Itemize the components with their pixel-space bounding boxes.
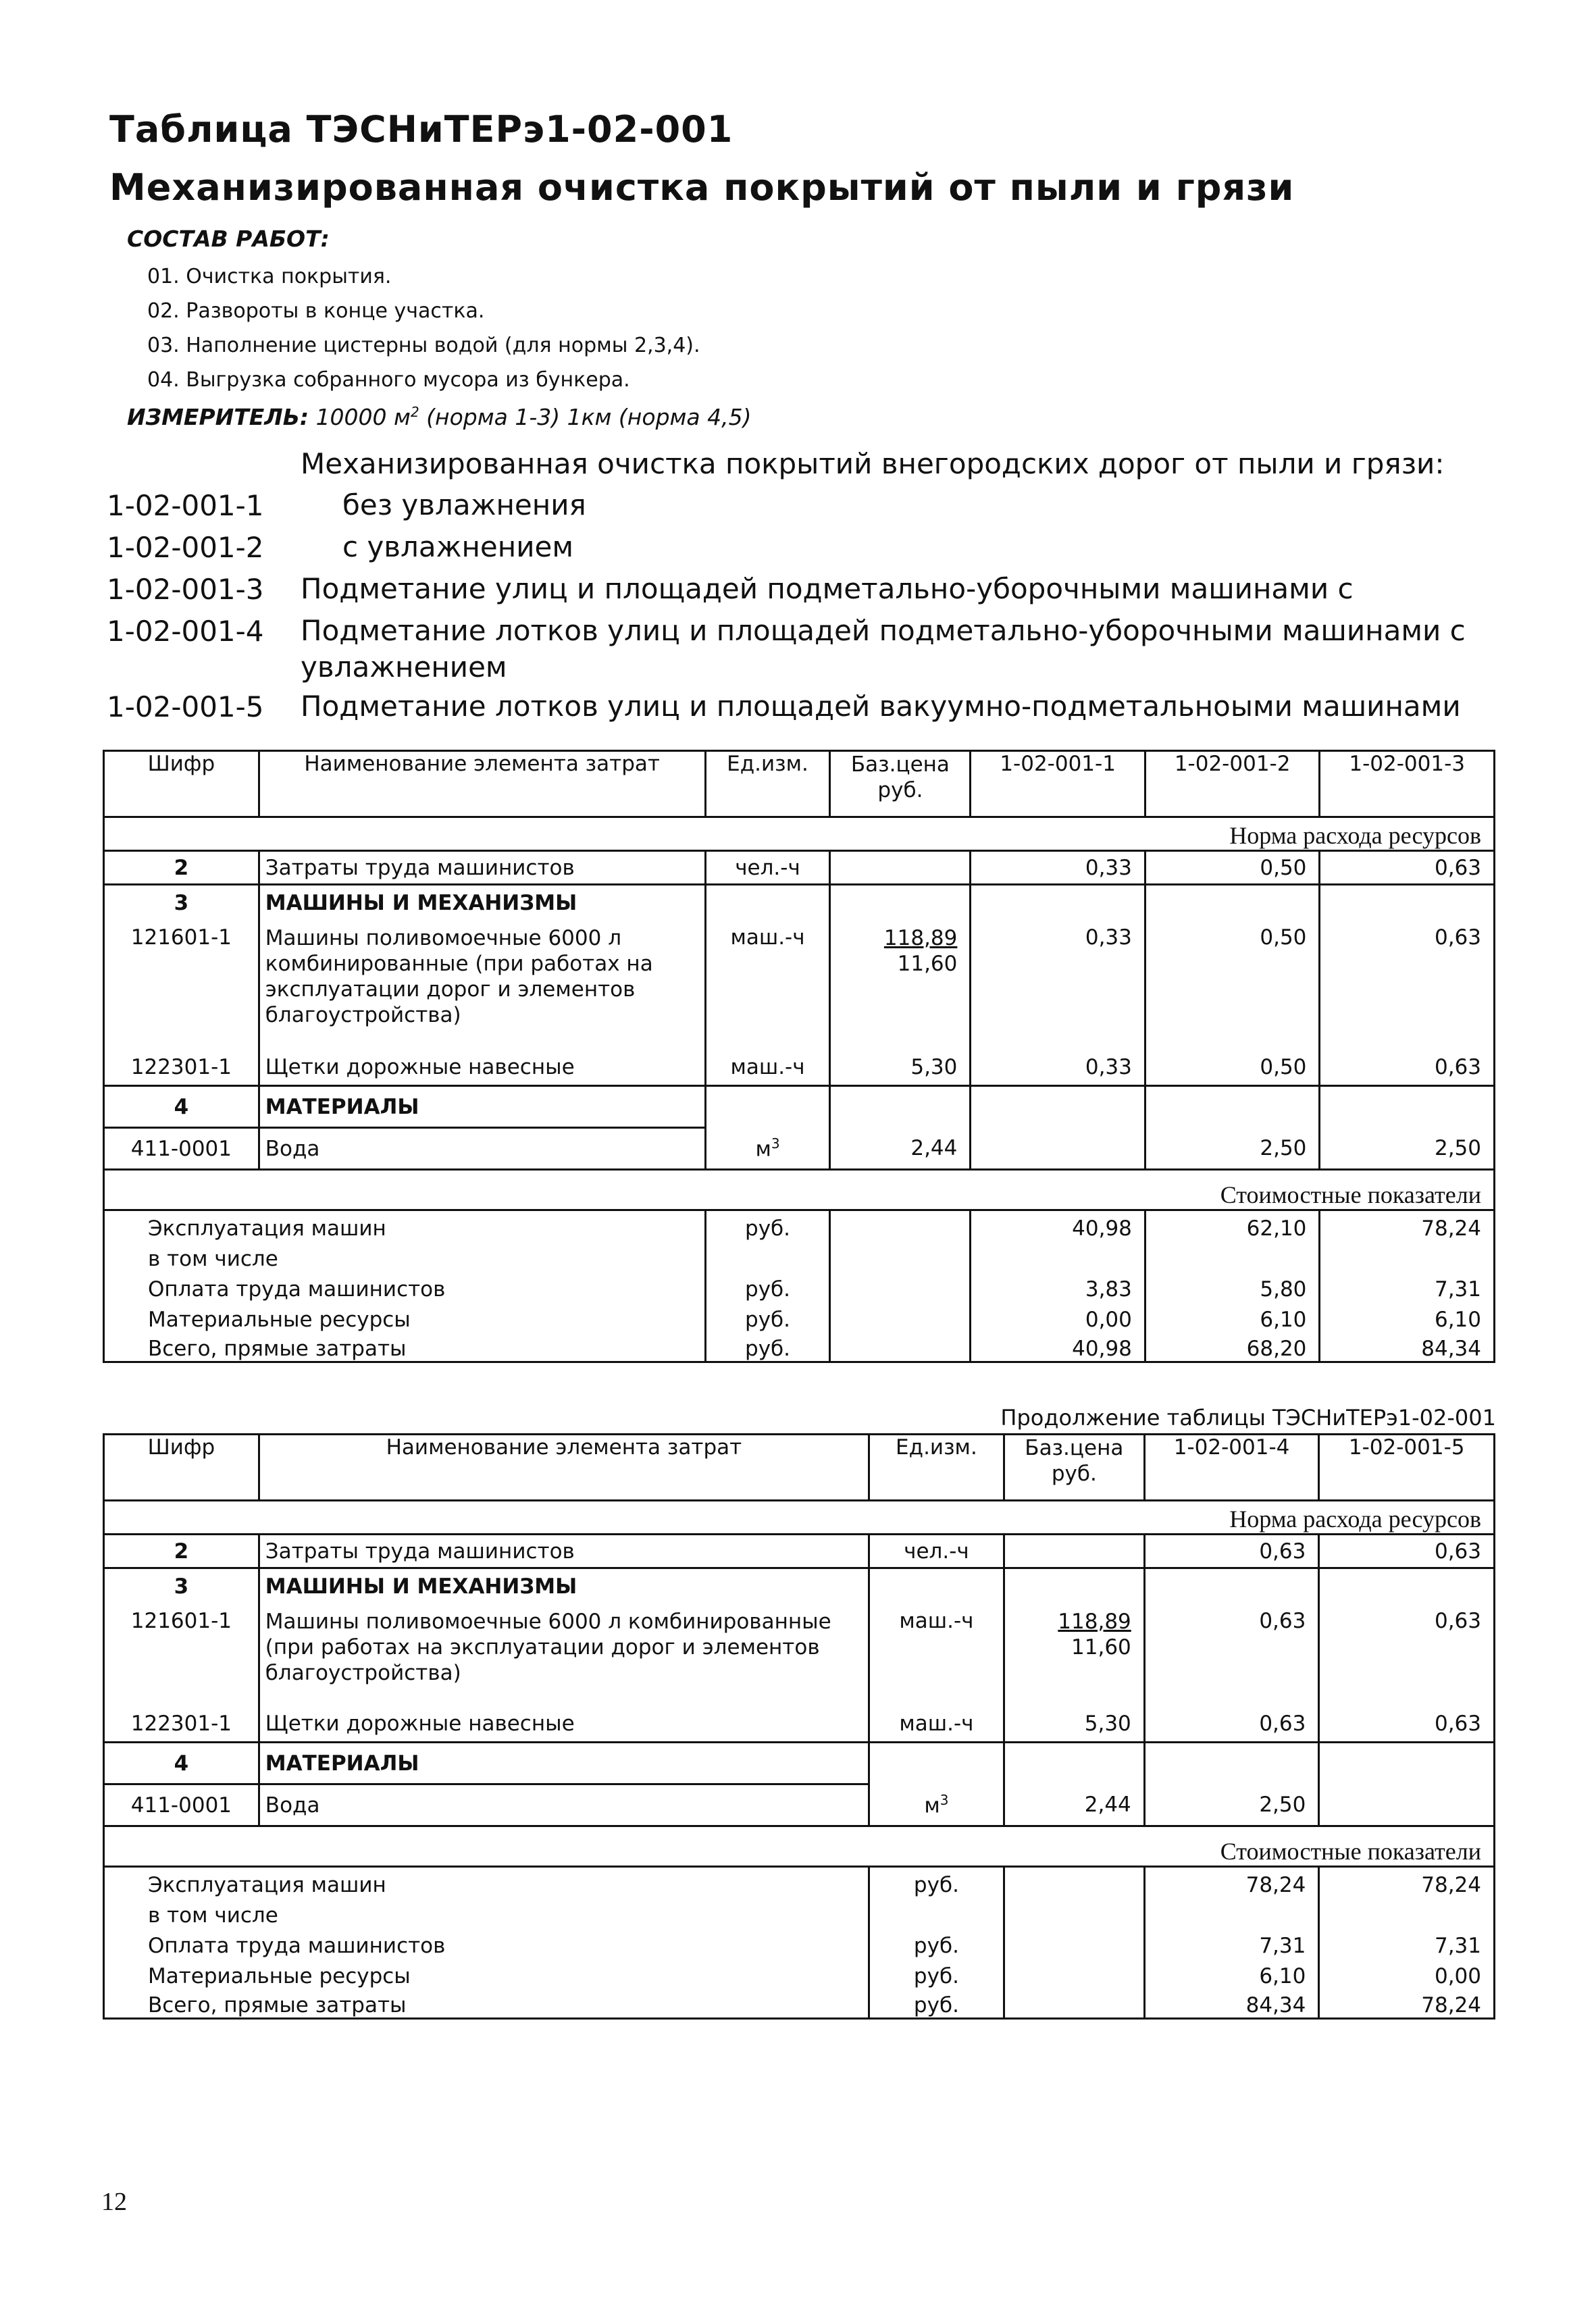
norm-code: 1-02-001-4 <box>107 615 264 648</box>
cost-value <box>971 1241 1145 1271</box>
cost-price <box>830 1271 971 1302</box>
row-price <box>1004 1743 1144 1784</box>
cost-label: в том числе <box>104 1897 869 1928</box>
cost-unit: руб. <box>705 1302 830 1332</box>
row-code: 121601-1 <box>104 921 259 1050</box>
cost-label: Материальные ресурсы <box>104 1958 869 1988</box>
row-value <box>1145 885 1320 921</box>
cost-label: Эксплуатация машин <box>104 1210 706 1241</box>
row-value: 0,50 <box>1145 1050 1320 1086</box>
row-value <box>1320 885 1495 921</box>
norm-desc: без увлажнения <box>342 488 586 521</box>
cost-price <box>1004 1928 1144 1958</box>
cost-row <box>104 1958 1495 1988</box>
header-shifr: Шифр <box>104 751 259 817</box>
cost-price <box>1004 1988 1144 2019</box>
operation-item: 03. Наполнение цистерны водой (для нормы 2,3,4). <box>147 334 700 357</box>
section-stoim: Стоимостные показатели <box>104 1826 1495 1867</box>
cost-price <box>1004 1897 1144 1928</box>
header-unit: Ед.изм. <box>705 751 830 817</box>
row-code: 3 <box>104 885 259 921</box>
row-value: 0,33 <box>971 851 1145 885</box>
cost-label: Оплата труда машинистов <box>104 1271 706 1302</box>
header-name: Наименование элемента затрат <box>259 751 705 817</box>
cost-label: Всего, прямые затраты <box>104 1332 706 1362</box>
price-top: 118,89 <box>883 925 958 950</box>
table-subtitle: Механизированная очистка покрытий от пыли и грязи <box>109 166 1295 209</box>
cost-value <box>1145 1241 1320 1271</box>
cost-label: Материальные ресурсы <box>104 1302 706 1332</box>
cost-price <box>830 1241 971 1271</box>
row-value <box>1319 1784 1495 1826</box>
resource-table-1 <box>103 750 1495 1363</box>
row-code: 411-0001 <box>104 1784 259 1826</box>
cost-value: 0,00 <box>971 1302 1145 1332</box>
cost-row <box>104 1332 1495 1362</box>
row-name: МАШИНЫ И МЕХАНИЗМЫ <box>259 885 705 921</box>
row-price: 5,30 <box>830 1050 971 1086</box>
section-row <box>104 1826 1495 1867</box>
cost-label: в том числе <box>104 1241 706 1271</box>
row-price <box>830 851 971 885</box>
row-price <box>830 885 971 921</box>
cost-value: 6,10 <box>1320 1302 1495 1332</box>
table-row <box>104 1086 1495 1128</box>
row-price: 2,44 <box>830 1128 971 1170</box>
header-col: 1-02-001-5 <box>1319 1435 1495 1501</box>
cost-value: 7,31 <box>1144 1928 1319 1958</box>
izmeritel-label: ИЗМЕРИТЕЛЬ: <box>127 404 309 430</box>
row-code: 3 <box>104 1568 259 1605</box>
row-code: 411-0001 <box>104 1128 259 1170</box>
row-unit: маш.-ч <box>869 1706 1004 1743</box>
row-unit <box>869 1784 1004 1826</box>
row-value <box>1144 1568 1319 1605</box>
row-price: 2,44 <box>1004 1784 1144 1826</box>
cost-value: 78,24 <box>1320 1210 1495 1241</box>
row-price: 5,30 <box>1004 1706 1144 1743</box>
izmeritel-sup: 2 <box>410 404 419 420</box>
row-name: МАТЕРИАЛЫ <box>259 1743 869 1784</box>
cost-row <box>104 1241 1495 1271</box>
row-price <box>830 921 971 1050</box>
table-row <box>104 1568 1495 1605</box>
cost-value <box>1320 1241 1495 1271</box>
row-value <box>1320 1086 1495 1128</box>
cost-label: Оплата труда машинистов <box>104 1928 869 1958</box>
operation-item: 02. Развороты в конце участка. <box>147 299 485 323</box>
header-col: 1-02-001-1 <box>971 751 1145 817</box>
header-row <box>104 1435 1495 1501</box>
row-code: 122301-1 <box>104 1050 259 1086</box>
resource-table-2 <box>103 1433 1495 2020</box>
price-bottom: 11,60 <box>1071 1635 1131 1660</box>
cost-row <box>104 1271 1495 1302</box>
cost-unit: руб. <box>869 1958 1004 1988</box>
norm-desc: Подметание лотков улиц и площадей подметально-уборочными машинами с увлажнением <box>301 614 1466 684</box>
row-value <box>1319 1568 1495 1605</box>
cost-row <box>104 1210 1495 1241</box>
table-row <box>104 1784 1495 1826</box>
header-unit: Ед.изм. <box>869 1435 1004 1501</box>
norm-desc: Подметание улиц и площадей подметально-уборочными машинами с <box>301 572 1354 605</box>
price-top: 118,89 <box>1058 1609 1131 1634</box>
row-unit <box>705 1086 830 1128</box>
section-row <box>104 817 1495 851</box>
cost-row <box>104 1988 1495 2019</box>
row-name: Машины поливомоечные 6000 л комбинированные (при работах на эксплуатации дорог и элементов благоустройства) <box>259 921 705 1050</box>
row-price <box>1004 1535 1144 1568</box>
table-row <box>104 885 1495 921</box>
row-value: 2,50 <box>1144 1784 1319 1826</box>
row-value <box>1145 1086 1320 1128</box>
cost-value: 68,20 <box>1145 1332 1320 1362</box>
row-value: 0,63 <box>1144 1706 1319 1743</box>
cost-value: 78,24 <box>1144 1867 1319 1897</box>
cost-unit: руб. <box>869 1928 1004 1958</box>
table-row <box>104 1605 1495 1706</box>
price-bottom: 11,60 <box>897 951 958 976</box>
cost-label: Эксплуатация машин <box>104 1867 869 1897</box>
page-number: 12 <box>101 2188 127 2216</box>
cost-unit: руб. <box>705 1210 830 1241</box>
norm-code: 1-02-001-1 <box>107 489 264 522</box>
row-name: МАТЕРИАЛЫ <box>259 1086 705 1128</box>
cost-value: 6,10 <box>1144 1958 1319 1988</box>
row-unit <box>869 1568 1004 1605</box>
cost-unit <box>869 1897 1004 1928</box>
row-unit: маш.-ч <box>869 1605 1004 1706</box>
table-row <box>104 851 1495 885</box>
izmeritel-value: 10000 м <box>315 404 411 430</box>
cost-price <box>1004 1867 1144 1897</box>
header-shifr: Шифр <box>104 1435 259 1501</box>
section-row <box>104 1501 1495 1535</box>
norm-desc: Подметание лотков улиц и площадей вакуумно-подметальноыми машинами <box>301 690 1461 723</box>
cost-row <box>104 1897 1495 1928</box>
section-row <box>104 1170 1495 1210</box>
izmeritel-value-rest: (норма 1-3) 1км (норма 4,5) <box>419 404 752 430</box>
norm-code: 1-02-001-3 <box>107 573 264 606</box>
cost-value: 7,31 <box>1320 1271 1495 1302</box>
norm-code: 1-02-001-5 <box>107 690 264 723</box>
cost-value: 7,31 <box>1319 1928 1495 1958</box>
row-name: МАШИНЫ И МЕХАНИЗМЫ <box>259 1568 869 1605</box>
cost-value: 3,83 <box>971 1271 1145 1302</box>
row-value: 0,33 <box>971 1050 1145 1086</box>
row-code: 121601-1 <box>104 1605 259 1706</box>
norm-code: 1-02-001-2 <box>107 531 264 564</box>
cost-value: 40,98 <box>971 1210 1145 1241</box>
cost-value: 5,80 <box>1145 1271 1320 1302</box>
row-value: 0,63 <box>1320 1050 1495 1086</box>
row-name: Машины поливомоечные 6000 л комбинированные (при работах на эксплуатации дорог и элементов благоустройства) <box>259 1605 869 1706</box>
unit-sup: 3 <box>771 1135 780 1152</box>
section-norma: Норма расхода ресурсов <box>104 817 1495 851</box>
row-value: 0,63 <box>1320 921 1495 1050</box>
row-name: Вода <box>259 1784 869 1826</box>
cost-unit: руб. <box>869 1867 1004 1897</box>
row-value: 0,63 <box>1144 1605 1319 1706</box>
table-row <box>104 1128 1495 1170</box>
row-name: Щетки дорожные навесные <box>259 1706 869 1743</box>
unit-sup: 3 <box>939 1791 949 1808</box>
cost-price <box>830 1210 971 1241</box>
row-value: 0,63 <box>1319 1706 1495 1743</box>
row-price <box>1004 1568 1144 1605</box>
row-value: 2,50 <box>1145 1128 1320 1170</box>
row-value: 0,63 <box>1320 851 1495 885</box>
row-code: 122301-1 <box>104 1706 259 1743</box>
row-price <box>1004 1605 1144 1706</box>
header-col: 1-02-001-2 <box>1145 751 1320 817</box>
operation-item: 01. Очистка покрытия. <box>147 265 392 288</box>
row-name: Затраты труда машинистов <box>259 851 705 885</box>
row-value: 0,50 <box>1145 851 1320 885</box>
header-col: 1-02-001-3 <box>1320 751 1495 817</box>
table-row <box>104 1706 1495 1743</box>
section-stoim: Стоимостные показатели <box>104 1170 1495 1210</box>
cost-unit: руб. <box>705 1271 830 1302</box>
row-unit: чел.-ч <box>705 851 830 885</box>
row-value: 0,63 <box>1319 1605 1495 1706</box>
continuation-caption: Продолжение таблицы ТЭСНиТЕРэ1-02-001 <box>1000 1405 1496 1431</box>
table-row <box>104 1743 1495 1784</box>
row-name: Щетки дорожные навесные <box>259 1050 705 1086</box>
cost-value: 78,24 <box>1319 1867 1495 1897</box>
row-value <box>1144 1743 1319 1784</box>
table-row <box>104 921 1495 1050</box>
row-code: 4 <box>104 1743 259 1784</box>
cost-price <box>830 1332 971 1362</box>
row-code: 4 <box>104 1086 259 1128</box>
row-code: 2 <box>104 1535 259 1568</box>
row-code: 2 <box>104 851 259 885</box>
row-value: 2,50 <box>1320 1128 1495 1170</box>
cost-unit <box>705 1241 830 1271</box>
row-value: 0,63 <box>1144 1535 1319 1568</box>
cost-row <box>104 1928 1495 1958</box>
cost-value: 84,34 <box>1144 1988 1319 2019</box>
cost-row <box>104 1302 1495 1332</box>
cost-value: 0,00 <box>1319 1958 1495 1988</box>
operation-item: 04. Выгрузка собранного мусора из бункера. <box>147 368 630 392</box>
header-price: Баз.цена руб. <box>830 751 971 817</box>
cost-row <box>104 1867 1495 1897</box>
row-unit: маш.-ч <box>705 1050 830 1086</box>
izmeritel <box>127 404 751 430</box>
header-col: 1-02-001-4 <box>1144 1435 1319 1501</box>
cost-price <box>830 1302 971 1332</box>
table-title: Таблица ТЭСНиТЕРэ1-02-001 <box>109 108 733 151</box>
row-name: Затраты труда машинистов <box>259 1535 869 1568</box>
cost-unit: руб. <box>869 1988 1004 2019</box>
norms-intro: Механизированная очистка покрытий внегородских дорог от пыли и грязи: <box>301 447 1445 480</box>
row-unit: маш.-ч <box>705 921 830 1050</box>
cost-price <box>1004 1958 1144 1988</box>
row-name: Вода <box>259 1128 705 1170</box>
row-unit <box>705 885 830 921</box>
row-value: 0,63 <box>1319 1535 1495 1568</box>
row-value <box>971 885 1145 921</box>
row-value <box>971 1086 1145 1128</box>
row-unit <box>705 1128 830 1170</box>
section-norma: Норма расхода ресурсов <box>104 1501 1495 1535</box>
header-name: Наименование элемента затрат <box>259 1435 869 1501</box>
cost-value: 62,10 <box>1145 1210 1320 1241</box>
sostav-label: СОСТАВ РАБОТ: <box>127 226 330 252</box>
row-value: 0,50 <box>1145 921 1320 1050</box>
row-unit: чел.-ч <box>869 1535 1004 1568</box>
cost-value: 6,10 <box>1145 1302 1320 1332</box>
unit-m: м <box>924 1793 940 1818</box>
table-row <box>104 1535 1495 1568</box>
row-price <box>830 1086 971 1128</box>
cost-value: 40,98 <box>971 1332 1145 1362</box>
cost-value: 78,24 <box>1319 1988 1495 2019</box>
cost-unit: руб. <box>705 1332 830 1362</box>
row-value <box>1319 1743 1495 1784</box>
cost-value <box>1319 1897 1495 1928</box>
row-unit <box>869 1743 1004 1784</box>
header-price: Баз.цена руб. <box>1004 1435 1144 1501</box>
norm-desc: с увлажнением <box>342 530 574 563</box>
unit-m: м <box>755 1136 771 1161</box>
table-row <box>104 1050 1495 1086</box>
row-value: 0,33 <box>971 921 1145 1050</box>
row-value <box>971 1128 1145 1170</box>
cost-value <box>1144 1897 1319 1928</box>
cost-label: Всего, прямые затраты <box>104 1988 869 2019</box>
cost-value: 84,34 <box>1320 1332 1495 1362</box>
header-row <box>104 751 1495 817</box>
